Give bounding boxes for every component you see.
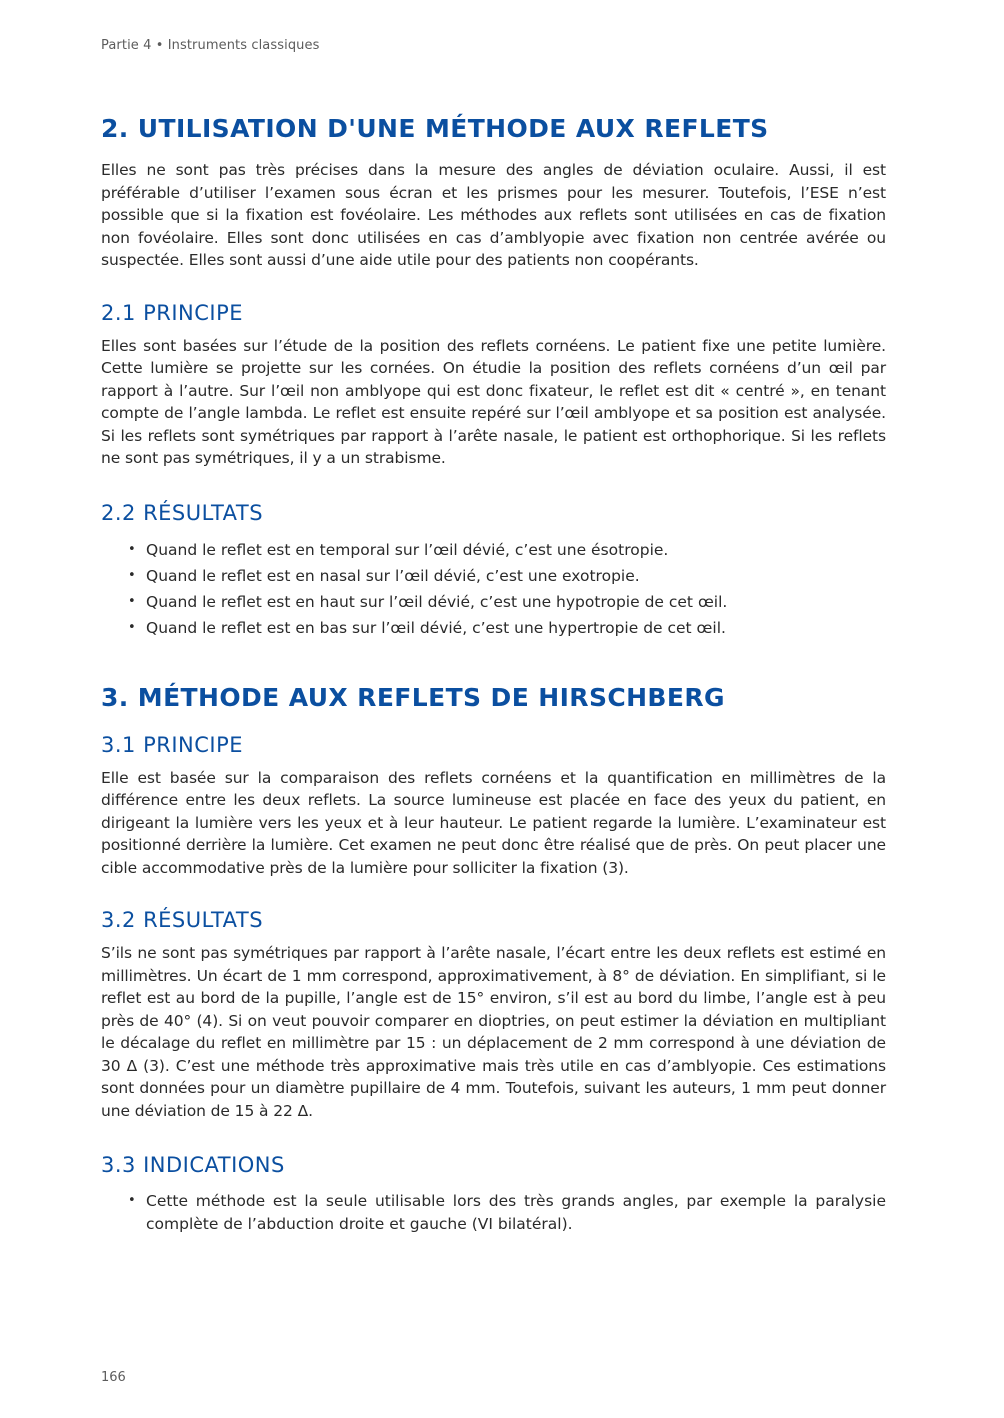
subsection-2-1-title: 2.1 PRINCIPE — [101, 300, 244, 325]
section-2-intro-paragraph: Elles ne sont pas très précises dans la mesure des angles de déviation oculaire. Aussi, il est préférable d’utiliser l’examen sous écran et les prismes pour les mesurer. Toutefois, l’ESE n’est possible que si la fixation est fovéolaire. Les méthodes aux reflets sont utilisées en cas de fixation non fovéolaire. Elles sont donc utilisées en cas d’amblyopie avec fixation non centrée avérée ou suspectée. Elles sont aussi d’une aide utile pour des patients non coopérants. — [101, 161, 886, 269]
list-item: • Quand le reflet est en temporal sur l’œil dévié, c’est une ésotropie. — [101, 537, 886, 563]
subsection-2-2-title: 2.2 RÉSULTATS — [101, 500, 264, 525]
subsection-3-2-paragraph: S’ils ne sont pas symétriques par rapport à l’arête nasale, l’écart entre les deux reflets est estimé en millimètres. Un écart de 1 mm correspond, approximativement, à 8° de déviation. En simplifiant, si le reflet est au bord de la pupille, l’angle est de 15° environ, s’il est au bord du limbe, l’angle est à peu près de 40° (4). Si on veut pouvoir comparer en dioptries, on peut estimer la déviation en multipliant le décalage du reflet en millimètre par 15 : un déplacement de 2 mm correspond à une déviation de 30 Δ (3). C’est une méthode très approximative mais très utile en cas d’amblyopie. Ces estimations sont données pour un diamètre pupillaire de 4 mm. Toutefois, suivant les auteurs, 1 mm peut donner une déviation de 15 à 22 Δ. — [101, 944, 886, 1120]
subsection-3-2-title: 3.2 RÉSULTATS — [101, 908, 264, 932]
subsection-3-1-title: 3.1 PRINCIPE — [101, 732, 244, 757]
subsection-3-1-paragraph: Elle est basée sur la comparaison des reflets cornéens et la quantification en millimètres de la différence entre les deux reflets. La source lumineuse est placée en face des yeux du patient, en dirigeant la lumière vers les yeux et à leur hauteur. Le patient regarde la lumière. L’examinateur est positionné derrière la lumière. Cet examen ne peut donc être réalisé que de près. On peut placer une cible accommodative près de la lumière pour solliciter la fixation (3). — [101, 768, 886, 877]
page-number: 166 — [101, 1370, 126, 1385]
subsection-2-1-paragraph: Elles sont basées sur l’étude de la position des reflets cornéens. Le patient fixe une petite lumière. Cette lumière se projette sur les cornées. On étudie la position des reflets cornéens d’un œil par rapport à l’autre. Sur l’œil non amblyope qui est donc fixateur, le reflet est dit « centré », en tenant compte de l’angle lambda. Le reflet est ensuite repéré sur l’œil amblyope et sa position est analysée. Si les reflets sont symétriques par rapport à l’arête nasale, le patient est orthophorique. Si les reflets ne sont pas symétriques, il y a un strabisme. — [101, 336, 886, 467]
subsection-3-3-title: 3.3 INDICATIONS — [101, 1153, 285, 1177]
results-bullet-list — [101, 537, 886, 641]
page-content — [101, 112, 886, 1235]
list-item: • Cette méthode est la seule utilisable lors des très grands angles, par exemple la paralysie complète de l’abduction droite et gauche (VI bilatéral). — [101, 1190, 886, 1235]
indications-bullet-list — [101, 1190, 886, 1235]
section-2-title: 2. UTILISATION D'UNE MÉTHODE AUX REFLETS — [101, 114, 769, 143]
list-item: • Quand le reflet est en haut sur l’œil dévié, c’est une hypotropie de cet œil. — [101, 589, 886, 615]
list-item: • Quand le reflet est en nasal sur l’œil dévié, c’est une exotropie. — [101, 563, 886, 589]
section-3-title: 3. MÉTHODE AUX REFLETS DE HIRSCHBERG — [101, 682, 725, 712]
running-header: Partie 4 • Instruments classiques — [101, 38, 320, 53]
list-item: • Quand le reflet est en bas sur l’œil dévié, c’est une hypertropie de cet œil. — [101, 615, 886, 641]
